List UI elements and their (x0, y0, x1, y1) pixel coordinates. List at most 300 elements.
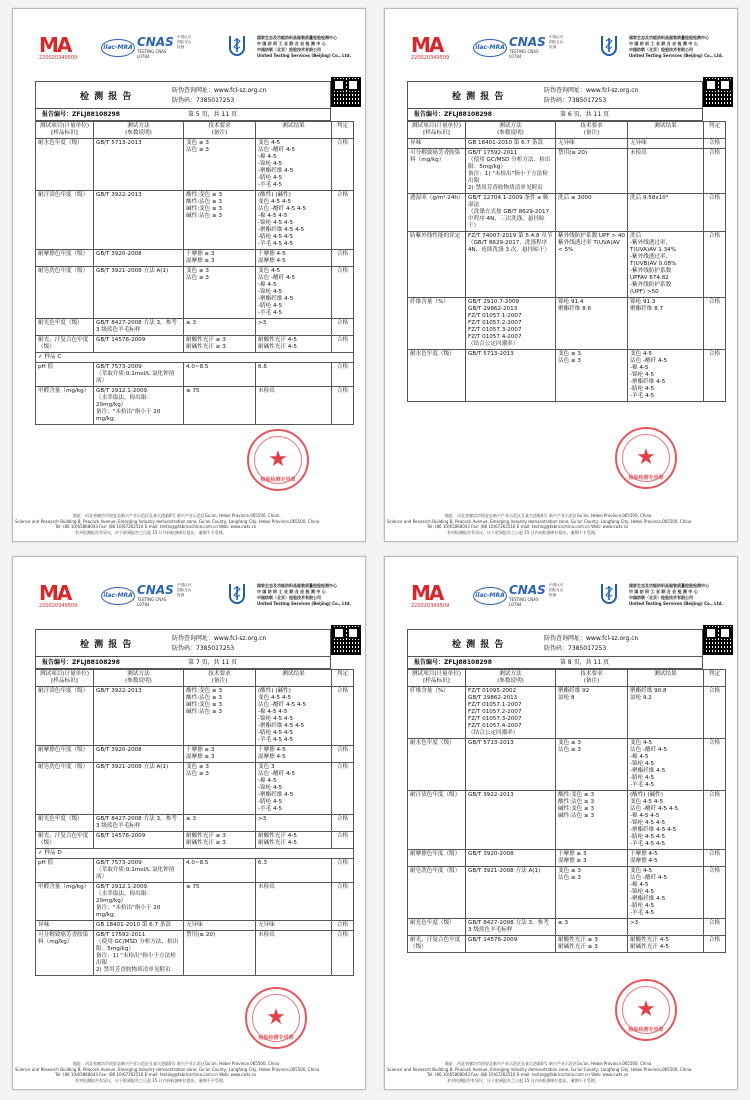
report-title: 检 测 报 告 (80, 92, 133, 102)
cell-test-item: 耐汗渍色牢度（级） (36, 687, 94, 746)
cell-test-method: FZ/T 01095-2002 GB/T 29862-2013 FZ/T 01057.1-2007 FZ/T 01057.2-2007 FZ/T 01057.3-2007 FZ/T 01057.4-2007 （结合公定回潮率） (466, 687, 556, 739)
table-row (408, 687, 726, 739)
cell-test-item: 甲醛含量（mg/kg） (36, 387, 94, 425)
star-icon: ★ (268, 447, 288, 472)
col-header-requirement: 技术要求 (备注) (184, 122, 256, 139)
cell-test-item: 耐光色牢度（级） (408, 919, 466, 936)
cell-requirement: 禁用(≤ 20) (184, 931, 256, 976)
cell-result: 干摩擦 4-5 湿摩擦 4-5 (628, 850, 704, 867)
cell-result: 变色 4-5 沾色 -醋纤 4-5 -棉 4-5 -锦纶 4-5 -聚酯纤维 4-5 -腈纶 4-5 -羊毛 4-5 (628, 350, 704, 402)
table-row (36, 921, 354, 931)
cell-result: 变色 4-5 沾色 -醋纤 4-5 -棉 4-5 -锦纶 4-5 -聚酯纤维 4-5 -腈纶 4-5 -羊毛 4-5 (256, 139, 332, 191)
cell-test-method: GB/T 17592-2011 （使用 GC/MSD 分析方法，检出限：5mg/kg） 备注：1) "未检出"指小于方法检出限 2) 禁用芳香胺物质清单见附页 (94, 931, 184, 976)
cnas-logo: CNAS TESTING CNAS L0784 (137, 35, 174, 59)
cell-verdict: 合格 (704, 232, 726, 298)
cell-requirement: 耐酸性光汗 ≥ 3 耐碱性光汗 ≥ 3 (184, 832, 256, 849)
table-row (408, 850, 726, 867)
organization-line: 国家生态及功能纺织品服装质量检验检测中心 (629, 583, 709, 588)
cell-test-item: 异味 (36, 921, 94, 931)
cell-requirement: 无异味 (184, 921, 256, 931)
table-row (36, 267, 354, 319)
official-seal (615, 979, 677, 1041)
footer-address-en: Science and Research Building B, Peacock Avenue, Emerging Industry demonstration zone, Gu'an County, Langfang City, Hebei Province,065500, China (387, 518, 692, 524)
cell-test-item: pH 值 (36, 859, 94, 883)
cell-test-method: GB/T 2912.1-2009 （水萃取法，检出限：20mg/kg） 备注："未检出"指小于 20 mg/kg。 (94, 883, 184, 921)
cell-verdict: 合格 (332, 763, 354, 815)
qr-code-icon (331, 77, 361, 107)
report-title: 检 测 报 告 (452, 92, 505, 102)
cell-test-item: 耐皂洗色牢度（级） (36, 267, 94, 319)
star-icon: ★ (266, 1005, 286, 1030)
cnas-logo: CNAS TESTING CNAS L0784 (509, 583, 546, 607)
cell-test-item: 耐摩擦色牢度（级） (36, 250, 94, 267)
cell-test-item: 耐水色牢度（级） (36, 139, 94, 191)
cell-verdict: 合格 (332, 139, 354, 191)
page-number: 第 5 页，共 11 页 (188, 111, 238, 118)
table-row (36, 687, 354, 746)
organization-line: 中国纺联（北京）检验技术有限公司 (257, 595, 321, 600)
col-header-method: 测试方法 (参数说明) (94, 670, 184, 687)
organization-line: 中国纺联（北京）检验技术有限公司 (629, 47, 693, 52)
table-row (36, 931, 354, 976)
col-header-result: 测试结果 (256, 670, 332, 687)
report-number-bar (407, 109, 703, 121)
cell-test-method: GB 18401-2010 第 6.7 条款 (94, 921, 184, 931)
cell-verdict: 合格 (332, 363, 354, 387)
cell-test-item: 耐水色牢度（级） (408, 739, 466, 791)
star-icon: ★ (636, 445, 656, 470)
table-row (36, 387, 354, 425)
cell-result: >3 (628, 919, 704, 936)
table-row (408, 791, 726, 850)
cell-verdict: 合格 (332, 250, 354, 267)
cell-result: 无异味 (256, 921, 332, 931)
organization-name (629, 583, 738, 607)
cell-requirement: 锦纶 91.4 聚酯纤维 8.6 (556, 298, 628, 350)
cell-result: 耐酸性光汗 4-5 耐碱性光汗 4-5 (256, 336, 332, 353)
organization-line: 中国纺联（北京）检验技术有限公司 (629, 595, 693, 600)
footer-address-en: Science and Research Building B, Peacock Avenue, Emerging Industry demonstration zone, Gu'an County, Langfang City, Hebei Province,065500, China (15, 1066, 320, 1072)
star-icon: ★ (636, 997, 656, 1022)
report-number: 报告编号：ZFLJ88108298 (42, 111, 120, 118)
cell-result: 未检出 (256, 883, 332, 921)
ilac-mra-logo: ilac-MRA (473, 587, 507, 605)
cell-requirement: 酸性:变色 ≥ 3 酸性:沾色 ≥ 3 碱性:变色 ≥ 3 碱性:沾色 ≥ 3 (556, 791, 628, 850)
anti-fake-code: 防伪码：7385017253 (172, 645, 235, 652)
table-row (408, 936, 726, 953)
cell-requirement: 耐酸性光汗 ≥ 3 耐碱性光汗 ≥ 3 (184, 336, 256, 353)
organization-line: 中 国 纺 织 工 业 联 合 会 检 测 中 心 (629, 589, 698, 594)
col-header-verdict: 判定 (704, 670, 726, 687)
cnas-chinese-label: 中国认可 国际互认 检测 (549, 35, 564, 49)
table-row (36, 815, 354, 832)
cell-test-item: 防紫外线性能的评定 (408, 232, 466, 298)
cell-test-item: 耐光色牢度（级） (36, 815, 94, 832)
cell-verdict: 合格 (704, 791, 726, 850)
col-header-requirement: 技术要求 (备注) (556, 122, 628, 139)
cnas-logo: CNAS TESTING CNAS L0784 (137, 583, 174, 607)
cell-test-method: GB/T 3922-2013 (94, 687, 184, 746)
cnas-chinese-label: 中国认可 国际互认 检测 (177, 583, 192, 597)
cell-result: 锦纶 91.3 聚酯纤维 8.7 (628, 298, 704, 350)
report-number: 报告编号：ZFLJ88108298 (42, 659, 120, 666)
cell-test-item: 耐摩擦色牢度（级） (36, 746, 94, 763)
table-header-row (36, 670, 354, 687)
table-row (36, 883, 354, 921)
cell-requirement: 变色 ≥ 3 沾色 ≥ 3 (184, 139, 256, 191)
cell-result: 变色 4-5 沾色 -醋纤 4-5 -棉 4-5 -锦纶 4-5 -聚酯纤维 4-5 -腈纶 4-5 -羊毛 4-5 (628, 739, 704, 791)
cell-result: (酸性) (碱性) 变色 4-5 4-5 沾色 -醋纤 4-5 4-5 -棉 4-5 4-5 -锦纶 4-5 4-5 -聚酯纤维 4-5 4-5 -腈纶 4-5 4-5 -羊毛 4-5 4-5 (256, 191, 332, 250)
cell-verdict: 合格 (332, 319, 354, 336)
cell-test-item: 异味 (408, 139, 466, 149)
footer-contact: Tel: (86 10)65868043 Fax: (86 10)67262516 E-mail: testing@fabricschina.com.cn Web: www.cwts.cn (55, 1072, 257, 1077)
table-row (36, 763, 354, 815)
cell-verdict: 合格 (704, 194, 726, 232)
cell-verdict: 合格 (332, 387, 354, 425)
table-row (36, 859, 354, 883)
ilac-mra-logo: ilac-MRA (101, 587, 135, 605)
table-row (36, 319, 354, 336)
cell-result: 耐酸性光汗 4-5 耐碱性光汗 4-5 (256, 832, 332, 849)
col-header-item: 测试项目(计量单位) [样品标识] (36, 670, 94, 687)
table-row (36, 746, 354, 763)
anti-fake-site: 防伪查询网址：www.fcl-sz.org.cn (544, 87, 639, 94)
cell-requirement: 干摩擦 ≥ 3 湿摩擦 ≥ 3 (556, 850, 628, 867)
cell-verdict: 合格 (332, 883, 354, 921)
cell-requirement: 无异味 (556, 139, 628, 149)
cma-logo: MA 220020349509 (39, 581, 78, 609)
col-header-method: 测试方法 (参数说明) (466, 670, 556, 687)
cell-test-item: 耐摩擦色牢度（级） (408, 850, 466, 867)
report-footer (387, 1061, 735, 1083)
anti-fake-site: 防伪查询网址：www.fcl-sz.org.cn (172, 635, 267, 642)
cell-test-method: GB/T 3920-2008 (466, 850, 556, 867)
col-header-item: 测试项目(计量单位) [样品标识] (408, 670, 466, 687)
cell-verdict: 合格 (332, 921, 354, 931)
footer-address-cn: 地址：河北省廊坊市固安县新兴产业示范区孔雀大道临6号 新兴产业示范区Gu'an, Hebei Province,065500, China (73, 1061, 280, 1066)
sample-label: ✓ 样品 C (36, 353, 354, 363)
footer-address-cn: 地址：河北省廊坊市固安县新兴产业示范区孔雀大道临6号 新兴产业示范区Gu'an, Hebei Province,065500, China (445, 1061, 652, 1066)
cell-requirement: 洗后 ≥ 3000 (556, 194, 628, 232)
cell-result: 6.3 (256, 859, 332, 883)
cell-test-method: GB/T 3921-2008 方法 A(1) (466, 867, 556, 919)
table-header-row (36, 122, 354, 139)
footer-address-en: Science and Research Building B, Peacock Avenue, Emerging Industry demonstration zone, Gu'an County, Langfang City, Hebei Province,065500, China (15, 518, 320, 524)
cell-requirement: 酸性:变色 ≥ 3 酸性:沾色 ≥ 3 碱性:变色 ≥ 3 碱性:沾色 ≥ 3 (184, 191, 256, 250)
cell-requirement: 4.0~8.5 (184, 363, 256, 387)
cell-test-method: GB/T 14576-2009 (94, 336, 184, 353)
cell-test-method: GB 18401-2010 第 6.7 条款 (466, 139, 556, 149)
cell-test-item: 耐水色牢度（级） (408, 350, 466, 402)
report-header (393, 29, 731, 69)
cell-test-method: GB/T 17592-2011 （使用 GC/MSD 分析方法，检出限：5mg/kg） 备注：1) "未检出"指小于方法检出限 2) 禁用芳香胺物质清单见附页 (466, 149, 556, 194)
cell-test-method: GB/T 3920-2008 (94, 250, 184, 267)
seal-text: 检验检测专用章 (260, 477, 296, 483)
organization-name (629, 35, 738, 59)
cell-result: 变色 4-5 沾色 -醋纤 4-5 -棉 4-5 -锦纶 4-5 -聚酯纤维 4-5 -腈纶 4-5 -羊毛 4-5 (256, 267, 332, 319)
table-row (36, 250, 354, 267)
organization-line: 国家生态及功能纺织品服装质量检验检测中心 (629, 35, 709, 40)
cnas-logo: CNAS TESTING CNAS L0784 (509, 35, 546, 59)
table-row (408, 232, 726, 298)
cell-test-method: GB/T 3921-2008 方法 A(1) (94, 763, 184, 815)
report-page-8 (384, 556, 738, 1090)
cell-requirement: 变色 ≥ 3 沾色 ≥ 3 (556, 739, 628, 791)
organization-line: United Testing Services (Beijing) Co., Ltd. (257, 53, 352, 58)
report-page-7 (12, 556, 366, 1090)
table-header-row (408, 670, 726, 687)
cell-requirement: ≤ 75 (184, 387, 256, 425)
sample-divider-row (36, 353, 354, 363)
cell-requirement: 耐酸性光汗 ≥ 3 耐碱性光汗 ≥ 3 (556, 936, 628, 953)
report-page-6 (384, 8, 738, 542)
sample-divider-row (36, 849, 354, 859)
report-page-5 (12, 8, 366, 542)
footer-disclaimer: 若对检测报告有异议，应于收到报告之日起 15 日内向检测单位提出，逾期不予受理。 (75, 529, 227, 535)
uts-logo-icon (599, 33, 619, 61)
cell-requirement: 干摩擦 ≥ 3 湿摩擦 ≥ 3 (184, 250, 256, 267)
col-header-item: 测试项目(计量单位) [样品标识] (36, 122, 94, 139)
ilac-mra-logo: ilac-MRA (473, 39, 507, 57)
report-footer (15, 1061, 363, 1083)
organization-line: 中 国 纺 织 工 业 联 合 会 检 测 中 心 (629, 41, 698, 46)
seal-text: 检验检测专用章 (258, 1035, 294, 1041)
cell-test-item: 耐光、汗复合色牢度（级） (36, 336, 94, 353)
cell-verdict: 合格 (332, 815, 354, 832)
col-header-verdict: 判定 (332, 122, 354, 139)
cell-requirement: ≥ 3 (184, 319, 256, 336)
report-number-bar (35, 109, 331, 121)
cell-requirement: ≥ 3 (556, 919, 628, 936)
cell-test-method: GB/T 14576-2009 (466, 936, 556, 953)
cell-test-item: 耐皂洗色牢度（级） (36, 763, 94, 815)
cell-requirement: 变色 ≥ 3 沾色 ≥ 3 (184, 763, 256, 815)
sample-label: ✓ 样品 D (36, 849, 354, 859)
cell-test-method: GB/T 5713-2013 (94, 139, 184, 191)
cell-verdict: 合格 (704, 919, 726, 936)
anti-fake-site: 防伪查询网址：www.fcl-sz.org.cn (544, 635, 639, 642)
col-header-item: 测试项目(计量单位) [样品标识] (408, 122, 466, 139)
cell-result: 未检出 (256, 387, 332, 425)
footer-disclaimer: 若对检测报告有异议，应于收到报告之日起 15 日内向检测单位提出，逾期不予受理。 (75, 1077, 227, 1083)
report-footer (15, 513, 363, 535)
uts-logo-icon (227, 33, 247, 61)
table-row (408, 139, 726, 149)
report-number: 报告编号：ZFLJ88108298 (414, 659, 492, 666)
anti-fake-code: 防伪码：7385017253 (544, 645, 607, 652)
cell-test-item: 耐皂洗色牢度（级） (408, 867, 466, 919)
cell-test-item: 耐光色牢度（级） (36, 319, 94, 336)
table-row (36, 336, 354, 353)
cma-logo: MA 220020349509 (411, 581, 450, 609)
col-header-method: 测试方法 (参数说明) (466, 122, 556, 139)
test-results-table (35, 669, 354, 976)
report-title-bar (35, 629, 331, 657)
footer-contact: Tel: (86 10)65868043 Fax: (86 10)67262516 E-mail: testing@fabricschina.com.cn Web: www.cwts.cn (427, 524, 629, 529)
anti-fake-code: 防伪码：7385017253 (544, 97, 607, 104)
cell-result: 未检出 (628, 149, 704, 194)
table-header-row (408, 122, 726, 139)
table-row (408, 867, 726, 919)
cell-test-method: GB/T 12704.1-2009 条件 a 吸湿法 （洗涤方式按 GB/T 8629-2017 中程序 4N，三次洗涤，悬挂晾干） (466, 194, 556, 232)
cell-result: 未检出 (256, 931, 332, 976)
cell-test-method: GB/T 8427-2008 方法 3，参考 3 级蓝色羊毛标样 (94, 319, 184, 336)
col-header-method: 测试方法 (参数说明) (94, 122, 184, 139)
cell-verdict: 合格 (704, 687, 726, 739)
cell-verdict: 合格 (332, 687, 354, 746)
cell-test-item: 透湿率（g/m²·24h） (408, 194, 466, 232)
cell-requirement: 变色 ≥ 3 沾色 ≥ 3 (184, 267, 256, 319)
cell-verdict: 合格 (704, 149, 726, 194)
col-header-verdict: 判定 (332, 670, 354, 687)
cell-result: 洗后 9.58x10³ (628, 194, 704, 232)
anti-fake-code: 防伪码：7385017253 (172, 97, 235, 104)
col-header-requirement: 技术要求 (备注) (184, 670, 256, 687)
cell-requirement: 4.0~8.5 (184, 859, 256, 883)
test-results-table (407, 669, 726, 953)
official-seal (615, 427, 677, 489)
cell-verdict: 合格 (704, 350, 726, 402)
cell-test-method: GB/T 14576-2009 (94, 832, 184, 849)
cell-requirement: ≥ 3 (184, 815, 256, 832)
cell-verdict: 合格 (704, 139, 726, 149)
report-footer (387, 513, 735, 535)
page-number: 第 8 页，共 11 页 (560, 659, 610, 666)
cell-result: 洗后 -紫外线透过率， T(UVA)AV 1.34% -紫外线透过率， T(UVB)AV 0.08% -紫外线防护系数 UPFAV 674.82 -紫外线防护系数 (UPF) >50 (628, 232, 704, 298)
cell-test-item: 甲醛含量（mg/kg） (36, 883, 94, 921)
report-title-bar (407, 81, 703, 109)
cell-requirement: 禁用(≤ 20) (556, 149, 628, 194)
col-header-verdict: 判定 (704, 122, 726, 139)
cell-test-item: 耐汗渍色牢度（级） (36, 191, 94, 250)
cell-test-method: GB/T 7573-2009 （萃取介质:0.1mol/L 氯化钾溶液） (94, 363, 184, 387)
cell-test-method: GB/T 3920-2008 (94, 746, 184, 763)
cell-test-item: 纤维含量（%） (408, 687, 466, 739)
cell-verdict: 合格 (332, 931, 354, 976)
cell-result: 6.6 (256, 363, 332, 387)
cell-result: (酸性) (碱性) 变色 4-5 4-5 沾色 -醋纤 4-5 4-5 -棉 4-5 4-5 -锦纶 4-5 4-5 -聚酯纤维 4-5 4-5 -腈纶 4-5 4-5 -羊毛 4-5 4-5 (256, 687, 332, 746)
cell-result: >3 (256, 319, 332, 336)
table-row (408, 149, 726, 194)
official-seal (245, 987, 307, 1049)
cell-verdict: 合格 (704, 739, 726, 791)
cell-test-method: GB/T 3922-2013 (466, 791, 556, 850)
organization-line: 中国纺联（北京）检验技术有限公司 (257, 47, 321, 52)
report-number: 报告编号：ZFLJ88108298 (414, 111, 492, 118)
cell-test-method: FZ/T 74007-2019 第 5.4.8 章节（GB/T 8629-2017，洗涤程序 4N，连续洗涤 3 次，悬挂晾干） (466, 232, 556, 298)
organization-name (257, 583, 366, 607)
cell-result: 聚酯纤维 90.8 氨纶 9.2 (628, 687, 704, 739)
cell-verdict: 合格 (332, 191, 354, 250)
organization-name (257, 35, 366, 59)
report-header (393, 577, 731, 617)
report-header (21, 577, 359, 617)
anti-fake-site: 防伪查询网址：www.fcl-sz.org.cn (172, 87, 267, 94)
seal-text: 检验检测专用章 (628, 1027, 664, 1033)
ilac-mra-logo: ilac-MRA (101, 39, 135, 57)
cell-test-method: GB/T 5713-2013 (466, 350, 556, 402)
footer-disclaimer: 若对检测报告有异议，应于收到报告之日起 15 日内向检测单位提出，逾期不予受理。 (447, 1077, 599, 1083)
cell-result: 耐酸性光汗 4-5 耐碱性光汗 4-5 (628, 936, 704, 953)
report-number-bar (407, 657, 703, 669)
cell-test-method: GB/T 2912.1-2009 （水萃取法，检出限：20mg/kg） 备注："未检出"指小于 20 mg/kg。 (94, 387, 184, 425)
organization-line: United Testing Services (Beijing) Co., Ltd. (629, 53, 724, 58)
cell-test-item: 纤维含量（%） (408, 298, 466, 350)
table-row (408, 919, 726, 936)
footer-contact: Tel: (86 10)65868043 Fax: (86 10)67262516 E-mail: testing@fabricschina.com.cn Web: www.cwts.cn (427, 1072, 629, 1077)
cell-test-method: GB/T 3921-2008 方法 A(1) (94, 267, 184, 319)
qr-code-icon (703, 625, 733, 655)
uts-logo-icon (599, 581, 619, 609)
table-row (36, 191, 354, 250)
qr-code-icon (703, 77, 733, 107)
test-results-table (35, 121, 354, 425)
organization-line: 国家生态及功能纺织品服装质量检验检测中心 (257, 583, 337, 588)
organization-line: United Testing Services (Beijing) Co., Ltd. (257, 601, 352, 606)
cell-test-item: 可分解致癌芳香胺染料（mg/kg） (36, 931, 94, 976)
table-row (408, 194, 726, 232)
cell-verdict: 合格 (332, 859, 354, 883)
uts-logo-icon (227, 581, 247, 609)
cell-result: >3 (256, 815, 332, 832)
cell-test-item: 耐光、汗复合色牢度（级） (36, 832, 94, 849)
cell-requirement: 变色 ≥ 3 沾色 ≥ 3 (556, 350, 628, 402)
cell-verdict: 合格 (704, 298, 726, 350)
cell-requirement: 变色 ≥ 3 沾色 ≥ 3 (556, 867, 628, 919)
report-title-bar (407, 629, 703, 657)
page-number: 第 7 页，共 11 页 (188, 659, 238, 666)
table-row (36, 363, 354, 387)
col-header-requirement: 技术要求 (备注) (556, 670, 628, 687)
cell-test-method: GB/T 8427-2008 方法 3，参考 3 级蓝色羊毛标样 (466, 919, 556, 936)
cell-requirement: 聚酯纤维 92 氨纶 8 (556, 687, 628, 739)
report-header (21, 29, 359, 69)
table-row (408, 298, 726, 350)
cell-verdict: 合格 (332, 746, 354, 763)
qr-code-icon (331, 625, 361, 655)
cell-test-method: GB/T 7573-2009 （萃取介质:0.1mol/L 氯化钾溶液） (94, 859, 184, 883)
cell-requirement: 干摩擦 ≥ 3 湿摩擦 ≥ 3 (184, 746, 256, 763)
cell-verdict: 合格 (704, 867, 726, 919)
col-header-result: 测试结果 (256, 122, 332, 139)
report-title: 检 测 报 告 (80, 640, 133, 650)
cnas-chinese-label: 中国认可 国际互认 检测 (177, 35, 192, 49)
organization-line: 中 国 纺 织 工 业 联 合 会 检 测 中 心 (257, 589, 326, 594)
cell-test-item: 耐汗渍色牢度（级） (408, 791, 466, 850)
cell-result: 无异味 (628, 139, 704, 149)
footer-address-cn: 地址：河北省廊坊市固安县新兴产业示范区孔雀大道临6号 新兴产业示范区Gu'an, Hebei Province,065500, China (73, 513, 280, 518)
footer-address-cn: 地址：河北省廊坊市固安县新兴产业示范区孔雀大道临6号 新兴产业示范区Gu'an, Hebei Province,065500, China (445, 513, 652, 518)
footer-contact: Tel: (86 10)65868043 Fax: (86 10)67262516 E-mail: testing@fabricschina.com.cn Web: www.cwts.cn (55, 524, 257, 529)
report-number-bar (35, 657, 331, 669)
cell-test-method: GB/T 8427-2008 方法 3，参考 3 级蓝色羊毛标样 (94, 815, 184, 832)
table-row (36, 139, 354, 191)
test-results-table (407, 121, 726, 402)
table-row (408, 350, 726, 402)
cma-logo: MA 220020349509 (411, 33, 450, 61)
report-title: 检 测 报 告 (452, 640, 505, 650)
footer-disclaimer: 若对检测报告有异议，应于收到报告之日起 15 日内向检测单位提出，逾期不予受理。 (447, 529, 599, 535)
cell-verdict: 合格 (704, 850, 726, 867)
cell-test-item: 可分解致癌芳香胺染料（mg/kg） (408, 149, 466, 194)
cell-test-item: 耐光、汗复合色牢度（级） (408, 936, 466, 953)
report-title-bar (35, 81, 331, 109)
cell-verdict: 合格 (332, 336, 354, 353)
cell-result: 变色 3 沾色 -醋纤 4-5 -棉 4-5 -锦纶 4-5 -聚酯纤维 4-5 -腈纶 4-5 -羊毛 4-5 (256, 763, 332, 815)
cell-result: 干摩擦 4-5 湿摩擦 4-5 (256, 746, 332, 763)
cell-test-method: GB/T 2910.7-2009 GB/T 29862-2013 FZ/T 01057.1-2007 FZ/T 01057.2-2007 FZ/T 01057.3-2007 FZ/T 01057.4-2007 （结合公定回潮率） (466, 298, 556, 350)
col-header-result: 测试结果 (628, 122, 704, 139)
